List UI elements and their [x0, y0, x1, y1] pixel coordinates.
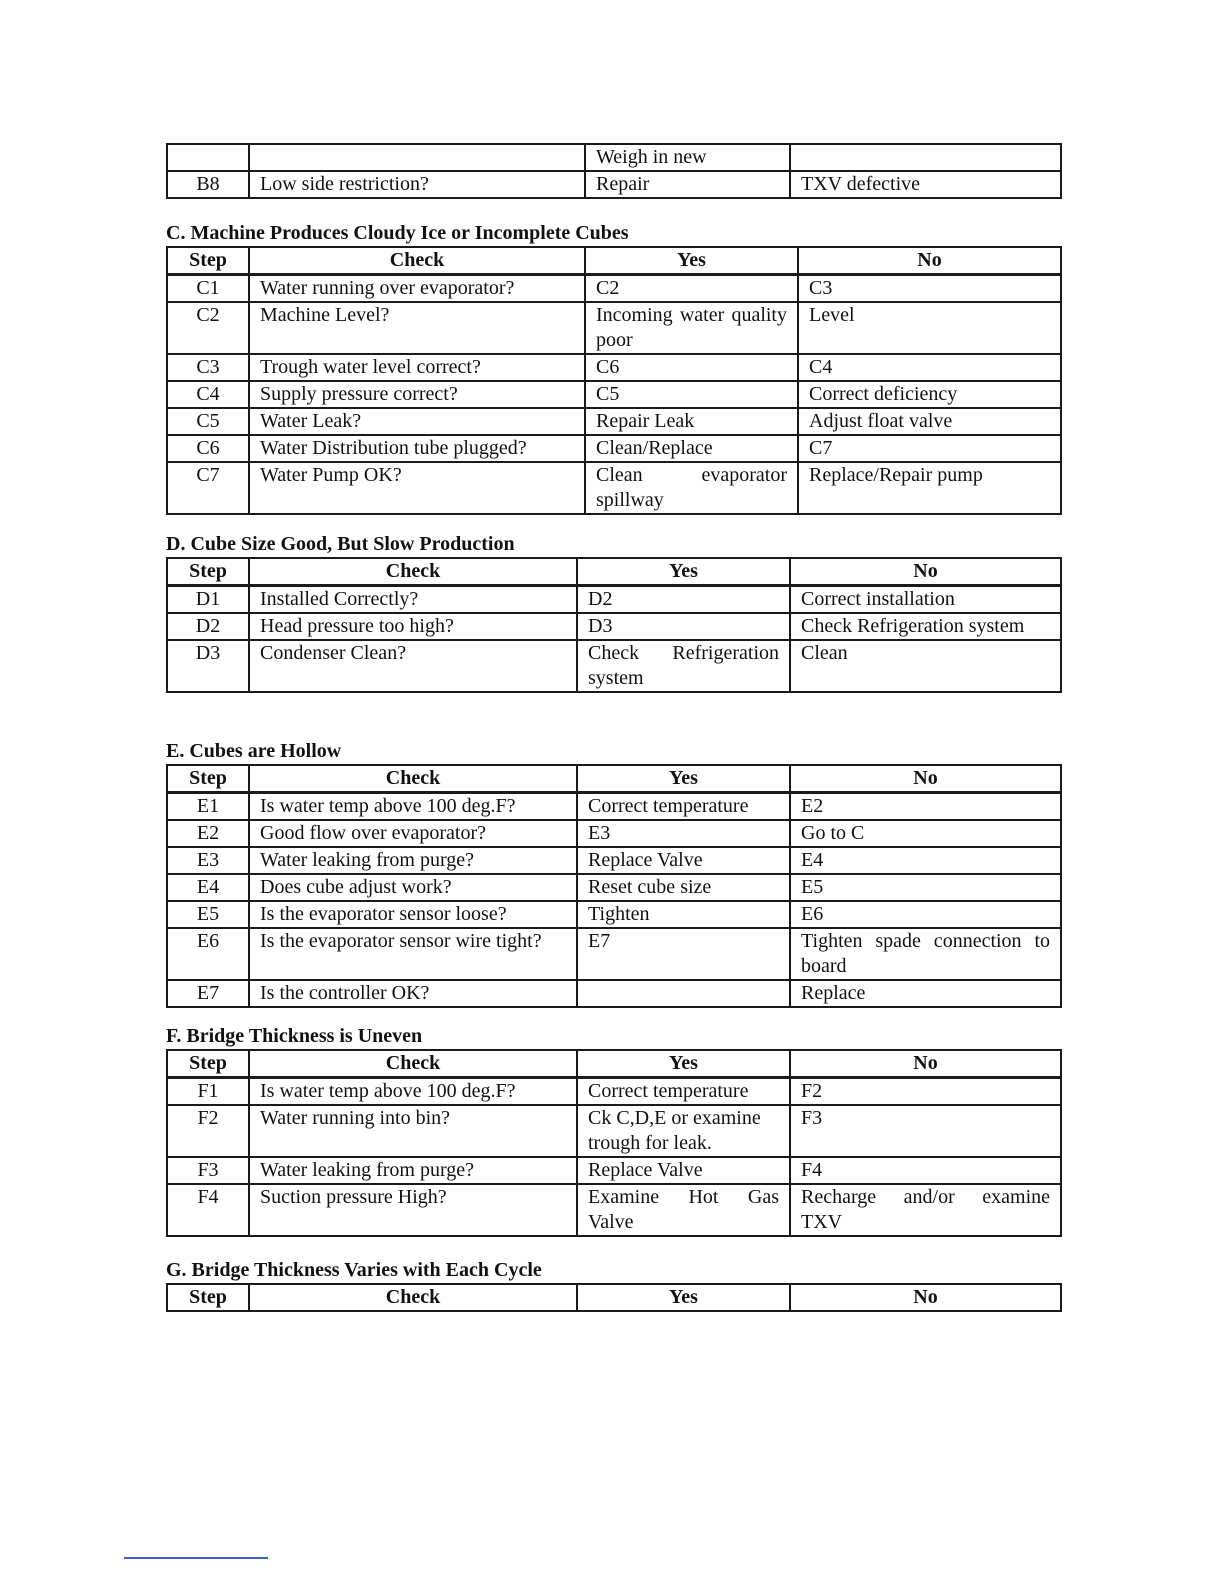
check-cell: Installed Correctly? — [249, 586, 577, 614]
check-cell: Water running into bin? — [249, 1105, 577, 1157]
header-no: No — [790, 1284, 1061, 1311]
step-cell: D3 — [167, 640, 249, 692]
table-row — [167, 980, 1061, 1007]
check-cell: Water Distribution tube plugged? — [249, 435, 585, 462]
header-check: Check — [249, 247, 585, 275]
check-cell: Water Pump OK? — [249, 462, 585, 514]
header-no: No — [790, 1050, 1061, 1078]
table-row — [167, 302, 1061, 354]
no-cell: C7 — [798, 435, 1061, 462]
no-cell: C4 — [798, 354, 1061, 381]
no-cell: E4 — [790, 847, 1061, 874]
step-cell: F4 — [167, 1184, 249, 1236]
table-row — [167, 381, 1061, 408]
step-cell: C6 — [167, 435, 249, 462]
check-cell: Suction pressure High? — [249, 1184, 577, 1236]
table-row — [167, 144, 1061, 171]
table-row — [167, 640, 1061, 692]
no-cell — [790, 144, 1061, 171]
check-cell: Water leaking from purge? — [249, 847, 577, 874]
table-header-row — [167, 1284, 1061, 1311]
table-section-b-continued — [166, 143, 1062, 199]
yes-cell: Replace Valve — [577, 1157, 790, 1184]
no-cell: E6 — [790, 901, 1061, 928]
no-cell: Recharge and/or examine TXV — [790, 1184, 1061, 1236]
table-row — [167, 874, 1061, 901]
table-row — [167, 1157, 1061, 1184]
section-g-title: G. Bridge Thickness Varies with Each Cycle — [166, 1259, 542, 1281]
yes-cell: Incoming water quality poor — [585, 302, 798, 354]
table-row — [167, 354, 1061, 381]
step-cell: F1 — [167, 1078, 249, 1106]
no-cell: TXV defective — [790, 171, 1061, 198]
no-cell: Tighten spade connection to board — [790, 928, 1061, 980]
header-step: Step — [167, 765, 249, 793]
no-cell: C3 — [798, 275, 1061, 303]
table-row — [167, 408, 1061, 435]
table-section-g — [166, 1283, 1062, 1312]
table-row — [167, 901, 1061, 928]
header-yes: Yes — [577, 1284, 790, 1311]
step-cell: E4 — [167, 874, 249, 901]
no-cell: Correct deficiency — [798, 381, 1061, 408]
header-check: Check — [249, 558, 577, 586]
table-row — [167, 586, 1061, 614]
no-cell: F3 — [790, 1105, 1061, 1157]
step-cell: D1 — [167, 586, 249, 614]
yes-cell: E3 — [577, 820, 790, 847]
table-row — [167, 171, 1061, 198]
table-header-row — [167, 765, 1061, 793]
step-cell: E2 — [167, 820, 249, 847]
table-section-c — [166, 246, 1062, 515]
check-cell: Water Leak? — [249, 408, 585, 435]
header-no: No — [798, 247, 1061, 275]
yes-cell: Correct temperature — [577, 793, 790, 821]
yes-cell: Correct temperature — [577, 1078, 790, 1106]
check-cell: Head pressure too high? — [249, 613, 577, 640]
yes-cell: Check Refrigeration system — [577, 640, 790, 692]
step-cell: E1 — [167, 793, 249, 821]
header-no: No — [790, 558, 1061, 586]
header-step: Step — [167, 247, 249, 275]
no-cell: Level — [798, 302, 1061, 354]
no-cell: E2 — [790, 793, 1061, 821]
step-cell — [167, 144, 249, 171]
check-cell — [249, 144, 585, 171]
no-cell: Clean — [790, 640, 1061, 692]
yes-cell: D2 — [577, 586, 790, 614]
table-row — [167, 1184, 1061, 1236]
yes-cell: Tighten — [577, 901, 790, 928]
header-yes: Yes — [585, 247, 798, 275]
no-cell: Replace — [790, 980, 1061, 1007]
footnote-separator — [124, 1557, 268, 1559]
yes-cell: Replace Valve — [577, 847, 790, 874]
check-cell: Supply pressure correct? — [249, 381, 585, 408]
no-cell: Adjust float valve — [798, 408, 1061, 435]
check-cell: Machine Level? — [249, 302, 585, 354]
yes-cell: Clean/Replace — [585, 435, 798, 462]
check-cell: Does cube adjust work? — [249, 874, 577, 901]
table-row — [167, 1078, 1061, 1106]
header-step: Step — [167, 1284, 249, 1311]
section-c-title: C. Machine Produces Cloudy Ice or Incomplete Cubes — [166, 222, 629, 244]
step-cell: C3 — [167, 354, 249, 381]
yes-cell: Ck C,D,E or examine trough for leak. — [577, 1105, 790, 1157]
header-check: Check — [249, 1284, 577, 1311]
yes-cell: Reset cube size — [577, 874, 790, 901]
step-cell: C5 — [167, 408, 249, 435]
no-cell: Correct installation — [790, 586, 1061, 614]
header-step: Step — [167, 558, 249, 586]
section-f-title: F. Bridge Thickness is Uneven — [166, 1025, 423, 1047]
no-cell: E5 — [790, 874, 1061, 901]
table-row — [167, 820, 1061, 847]
no-cell: Replace/Repair pump — [798, 462, 1061, 514]
check-cell: Low side restriction? — [249, 171, 585, 198]
table-header-row — [167, 1050, 1061, 1078]
section-d-title: D. Cube Size Good, But Slow Production — [166, 533, 515, 555]
check-cell: Is the evaporator sensor loose? — [249, 901, 577, 928]
header-step: Step — [167, 1050, 249, 1078]
yes-cell: D3 — [577, 613, 790, 640]
check-cell: Water running over evaporator? — [249, 275, 585, 303]
check-cell: Water leaking from purge? — [249, 1157, 577, 1184]
check-cell: Is the controller OK? — [249, 980, 577, 1007]
no-cell: F4 — [790, 1157, 1061, 1184]
check-cell: Good flow over evaporator? — [249, 820, 577, 847]
yes-cell: Repair Leak — [585, 408, 798, 435]
step-cell: E6 — [167, 928, 249, 980]
check-cell: Is water temp above 100 deg.F? — [249, 793, 577, 821]
step-cell: C2 — [167, 302, 249, 354]
step-cell: B8 — [167, 171, 249, 198]
yes-cell: C5 — [585, 381, 798, 408]
step-cell: E7 — [167, 980, 249, 1007]
table-row — [167, 1105, 1061, 1157]
step-cell: C4 — [167, 381, 249, 408]
yes-cell: Examine Hot Gas Valve — [577, 1184, 790, 1236]
header-no: No — [790, 765, 1061, 793]
step-cell: E3 — [167, 847, 249, 874]
table-header-row — [167, 247, 1061, 275]
table-header-row — [167, 558, 1061, 586]
header-yes: Yes — [577, 558, 790, 586]
yes-cell: C6 — [585, 354, 798, 381]
yes-cell: Repair — [585, 171, 790, 198]
yes-cell — [577, 980, 790, 1007]
table-section-d — [166, 557, 1062, 693]
header-check: Check — [249, 1050, 577, 1078]
table-row — [167, 435, 1061, 462]
yes-cell: Clean evaporator spillway — [585, 462, 798, 514]
table-row — [167, 613, 1061, 640]
check-cell: Is water temp above 100 deg.F? — [249, 1078, 577, 1106]
table-section-e — [166, 764, 1062, 1008]
table-row — [167, 928, 1061, 980]
header-yes: Yes — [577, 765, 790, 793]
step-cell: C1 — [167, 275, 249, 303]
table-section-f — [166, 1049, 1062, 1237]
table-row — [167, 847, 1061, 874]
step-cell: D2 — [167, 613, 249, 640]
no-cell: F2 — [790, 1078, 1061, 1106]
step-cell: C7 — [167, 462, 249, 514]
no-cell: Go to C — [790, 820, 1061, 847]
step-cell: E5 — [167, 901, 249, 928]
check-cell: Is the evaporator sensor wire tight? — [249, 928, 577, 980]
header-check: Check — [249, 765, 577, 793]
yes-cell: E7 — [577, 928, 790, 980]
table-row — [167, 275, 1061, 303]
section-e-title: E. Cubes are Hollow — [166, 740, 342, 762]
check-cell: Trough water level correct? — [249, 354, 585, 381]
step-cell: F3 — [167, 1157, 249, 1184]
step-cell: F2 — [167, 1105, 249, 1157]
table-row — [167, 793, 1061, 821]
no-cell: Check Refrigeration system — [790, 613, 1061, 640]
table-row — [167, 462, 1061, 514]
yes-cell: C2 — [585, 275, 798, 303]
yes-cell: Weigh in new — [585, 144, 790, 171]
header-yes: Yes — [577, 1050, 790, 1078]
check-cell: Condenser Clean? — [249, 640, 577, 692]
